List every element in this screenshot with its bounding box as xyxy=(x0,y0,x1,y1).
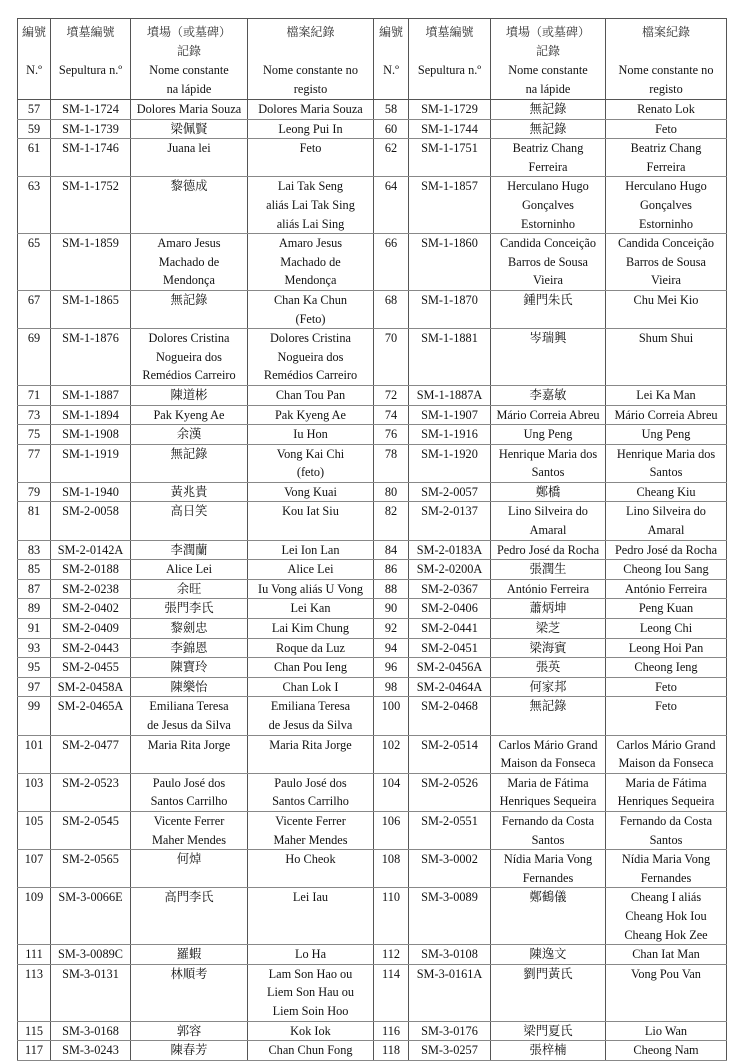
cell-registo-name: Lai Kim Chung xyxy=(248,619,374,639)
cell-sepultura-2: SM-1-1870 xyxy=(409,290,491,328)
cell-sepultura: SM-1-1746 xyxy=(51,139,131,177)
cell-number: 109 xyxy=(18,888,51,945)
cell-lapide-name-2: Lino Silveira do Amaral xyxy=(491,502,606,540)
cell-registo-name: Ho Cheok xyxy=(248,850,374,888)
table-row xyxy=(18,119,727,139)
cell-registo-name: Dolores Maria Souza xyxy=(248,100,374,120)
cell-sepultura-2: SM-3-0089 xyxy=(409,888,491,945)
cell-sepultura: SM-2-0402 xyxy=(51,599,131,619)
header-sepultura-2: 墳墓編號 Sepultura n.º xyxy=(409,19,491,100)
table-row xyxy=(18,540,727,560)
cell-lapide-name-2: 張梓楠 xyxy=(491,1041,606,1061)
cell-registo-name: Iu Vong aliás U Vong xyxy=(248,579,374,599)
cell-number: 97 xyxy=(18,677,51,697)
cell-sepultura-2: SM-2-0551 xyxy=(409,811,491,849)
cell-lapide-name: 羅蝦 xyxy=(131,945,248,965)
cell-sepultura: SM-2-0458A xyxy=(51,677,131,697)
cell-registo-name: Lai Tak Seng aliás Lai Tak Sing aliás Lai Sing xyxy=(248,177,374,234)
cell-sepultura-2: SM-1-1881 xyxy=(409,329,491,386)
table-row xyxy=(18,638,727,658)
cell-sepultura: SM-1-1887 xyxy=(51,385,131,405)
cell-sepultura: SM-2-0545 xyxy=(51,811,131,849)
cell-number: 59 xyxy=(18,119,51,139)
cell-number: 65 xyxy=(18,234,51,291)
cell-lapide-name-2: 梁芝 xyxy=(491,619,606,639)
cell-sepultura: SM-3-0243 xyxy=(51,1041,131,1061)
table-row xyxy=(18,811,727,849)
cell-sepultura-2: SM-1-1907 xyxy=(409,405,491,425)
cell-lapide-name: 高門李氏 xyxy=(131,888,248,945)
cell-lapide-name-2: 無記錄 xyxy=(491,100,606,120)
cell-lapide-name-2: 蕭炳坤 xyxy=(491,599,606,619)
cell-sepultura: SM-2-0238 xyxy=(51,579,131,599)
cell-sepultura: SM-1-1894 xyxy=(51,405,131,425)
table-row xyxy=(18,735,727,773)
cell-lapide-name-2: Beatriz Chang Ferreira xyxy=(491,139,606,177)
table-row xyxy=(18,444,727,482)
header-registo: 檔案紀錄 Nome constante no registo xyxy=(248,19,374,100)
cell-registo-name: Maria Rita Jorge xyxy=(248,735,374,773)
cell-sepultura-2: SM-2-0441 xyxy=(409,619,491,639)
cell-sepultura-2: SM-2-0367 xyxy=(409,579,491,599)
table-row xyxy=(18,425,727,445)
cell-lapide-name: Juana lei xyxy=(131,139,248,177)
cell-sepultura: SM-1-1876 xyxy=(51,329,131,386)
cell-registo-name-2: Pedro José da Rocha xyxy=(606,540,727,560)
cell-number: 61 xyxy=(18,139,51,177)
cell-sepultura: SM-1-1908 xyxy=(51,425,131,445)
cell-lapide-name: 黎劍忠 xyxy=(131,619,248,639)
cell-lapide-name-2: Maria de Fátima Henriques Sequeira xyxy=(491,773,606,811)
header-lapide: 墳場（或墓碑） 記錄 Nome constante na lápide xyxy=(131,19,248,100)
cell-lapide-name-2: 鄭橋 xyxy=(491,482,606,502)
table-row xyxy=(18,658,727,678)
cell-lapide-name: 何焯 xyxy=(131,850,248,888)
cell-registo-name: Leong Pui In xyxy=(248,119,374,139)
cell-registo-name-2: Herculano Hugo Gonçalves Estorninho xyxy=(606,177,727,234)
cell-sepultura: SM-1-1739 xyxy=(51,119,131,139)
cell-number-2: 110 xyxy=(374,888,409,945)
cell-lapide-name-2: 鍾門朱氏 xyxy=(491,290,606,328)
cell-sepultura-2: SM-3-0002 xyxy=(409,850,491,888)
cell-lapide-name-2: 何家邦 xyxy=(491,677,606,697)
cell-registo-name-2: Cheong Ieng xyxy=(606,658,727,678)
cell-sepultura: SM-2-0465A xyxy=(51,697,131,735)
cell-lapide-name-2: Henrique Maria dos Santos xyxy=(491,444,606,482)
cell-registo-name-2: Henrique Maria dos Santos xyxy=(606,444,727,482)
table-row xyxy=(18,599,727,619)
cell-sepultura-2: SM-2-0526 xyxy=(409,773,491,811)
cell-registo-name: Chan Ka Chun (Feto) xyxy=(248,290,374,328)
table-row xyxy=(18,385,727,405)
cell-lapide-name: Alice Lei xyxy=(131,560,248,580)
table-row xyxy=(18,945,727,965)
cell-sepultura-2: SM-1-1744 xyxy=(409,119,491,139)
cell-number: 91 xyxy=(18,619,51,639)
cell-number-2: 108 xyxy=(374,850,409,888)
cell-number: 107 xyxy=(18,850,51,888)
cell-number-2: 68 xyxy=(374,290,409,328)
cell-number-2: 102 xyxy=(374,735,409,773)
cell-lapide-name-2: Carlos Mário Grand Maison da Fonseca xyxy=(491,735,606,773)
table-row xyxy=(18,964,727,1021)
header-number-2: 編號 N.º xyxy=(374,19,409,100)
cell-number: 67 xyxy=(18,290,51,328)
cell-number-2: 118 xyxy=(374,1041,409,1061)
table-row xyxy=(18,290,727,328)
cell-registo-name: Alice Lei xyxy=(248,560,374,580)
cell-registo-name-2: Shum Shui xyxy=(606,329,727,386)
cell-registo-name: Chan Tou Pan xyxy=(248,385,374,405)
cell-number: 87 xyxy=(18,579,51,599)
table-row xyxy=(18,888,727,945)
cell-number: 95 xyxy=(18,658,51,678)
cell-number-2: 90 xyxy=(374,599,409,619)
cell-sepultura: SM-2-0142A xyxy=(51,540,131,560)
cell-registo-name: Kok Iok xyxy=(248,1021,374,1041)
cell-number-2: 70 xyxy=(374,329,409,386)
cell-lapide-name-2: Pedro José da Rocha xyxy=(491,540,606,560)
cell-sepultura: SM-2-0188 xyxy=(51,560,131,580)
cell-number: 73 xyxy=(18,405,51,425)
cell-sepultura-2: SM-2-0406 xyxy=(409,599,491,619)
cell-number-2: 66 xyxy=(374,234,409,291)
cell-sepultura-2: SM-2-0200A xyxy=(409,560,491,580)
cell-number-2: 64 xyxy=(374,177,409,234)
cell-lapide-name: 余旺 xyxy=(131,579,248,599)
cell-sepultura-2: SM-1-1729 xyxy=(409,100,491,120)
cell-registo-name: Lei Iau xyxy=(248,888,374,945)
cell-registo-name: Chan Chun Fong xyxy=(248,1041,374,1061)
cell-number: 69 xyxy=(18,329,51,386)
cell-number-2: 106 xyxy=(374,811,409,849)
cell-registo-name: Emiliana Teresa de Jesus da Silva xyxy=(248,697,374,735)
cell-number: 83 xyxy=(18,540,51,560)
table-row xyxy=(18,482,727,502)
cell-number-2: 60 xyxy=(374,119,409,139)
table-row xyxy=(18,773,727,811)
cell-lapide-name-2: 劉門黃氏 xyxy=(491,964,606,1021)
cell-registo-name-2: Lio Wan xyxy=(606,1021,727,1041)
cell-sepultura: SM-1-1865 xyxy=(51,290,131,328)
cell-registo-name: Lam Son Hao ou Liem Son Hau ou Liem Soin Hoo xyxy=(248,964,374,1021)
cell-registo-name-2: Cheong Iou Sang xyxy=(606,560,727,580)
cell-registo-name: Paulo José dos Santos Carrilho xyxy=(248,773,374,811)
cell-sepultura: SM-2-0455 xyxy=(51,658,131,678)
cell-lapide-name-2: 陳逸文 xyxy=(491,945,606,965)
cell-number-2: 112 xyxy=(374,945,409,965)
cell-registo-name: Lo Ha xyxy=(248,945,374,965)
cell-number-2: 78 xyxy=(374,444,409,482)
cell-number-2: 92 xyxy=(374,619,409,639)
cell-number: 103 xyxy=(18,773,51,811)
cell-number-2: 76 xyxy=(374,425,409,445)
cell-sepultura: SM-1-1940 xyxy=(51,482,131,502)
cell-registo-name-2: Feto xyxy=(606,677,727,697)
cell-number: 113 xyxy=(18,964,51,1021)
cell-sepultura-2: SM-3-0257 xyxy=(409,1041,491,1061)
cell-lapide-name-2: Herculano Hugo Gonçalves Estorninho xyxy=(491,177,606,234)
cell-registo-name-2: Vong Pou Van xyxy=(606,964,727,1021)
cell-registo-name-2: Ung Peng xyxy=(606,425,727,445)
cell-lapide-name-2: António Ferreira xyxy=(491,579,606,599)
cell-lapide-name-2: Mário Correia Abreu xyxy=(491,405,606,425)
cell-number-2: 114 xyxy=(374,964,409,1021)
cell-number: 89 xyxy=(18,599,51,619)
cell-registo-name-2: Lei Ka Man xyxy=(606,385,727,405)
cell-lapide-name-2: 張潤生 xyxy=(491,560,606,580)
cell-number: 75 xyxy=(18,425,51,445)
cell-registo-name-2: Fernando da Costa Santos xyxy=(606,811,727,849)
cell-sepultura-2: SM-3-0108 xyxy=(409,945,491,965)
table-row xyxy=(18,1041,727,1061)
cell-sepultura-2: SM-2-0451 xyxy=(409,638,491,658)
cell-registo-name-2: Mário Correia Abreu xyxy=(606,405,727,425)
cell-sepultura-2: SM-3-0176 xyxy=(409,1021,491,1041)
cell-sepultura-2: SM-1-1857 xyxy=(409,177,491,234)
cell-number-2: 74 xyxy=(374,405,409,425)
table-row xyxy=(18,697,727,735)
cell-sepultura: SM-2-0058 xyxy=(51,502,131,540)
table-body xyxy=(18,100,727,1061)
cell-sepultura: SM-3-0089C xyxy=(51,945,131,965)
cell-number: 79 xyxy=(18,482,51,502)
cell-number-2: 88 xyxy=(374,579,409,599)
cell-lapide-name: Pak Kyeng Ae xyxy=(131,405,248,425)
cell-number: 71 xyxy=(18,385,51,405)
cell-lapide-name: Vicente Ferrer Maher Mendes xyxy=(131,811,248,849)
cell-lapide-name: Dolores Cristina Nogueira dos Remédios Carreiro xyxy=(131,329,248,386)
cell-lapide-name: 黎德成 xyxy=(131,177,248,234)
cell-sepultura: SM-2-0477 xyxy=(51,735,131,773)
cell-lapide-name: 陳道彬 xyxy=(131,385,248,405)
cell-sepultura-2: SM-1-1916 xyxy=(409,425,491,445)
cell-lapide-name: Paulo José dos Santos Carrilho xyxy=(131,773,248,811)
header-row xyxy=(18,19,727,100)
cell-sepultura: SM-2-0409 xyxy=(51,619,131,639)
header-sepultura: 墳墓編號 Sepultura n.º xyxy=(51,19,131,100)
cell-number-2: 98 xyxy=(374,677,409,697)
cell-number-2: 86 xyxy=(374,560,409,580)
table-row xyxy=(18,1021,727,1041)
cell-registo-name-2: Beatriz Chang Ferreira xyxy=(606,139,727,177)
cell-lapide-name: Dolores Maria Souza xyxy=(131,100,248,120)
cell-registo-name: Pak Kyeng Ae xyxy=(248,405,374,425)
cell-sepultura: SM-3-0168 xyxy=(51,1021,131,1041)
cell-sepultura: SM-1-1752 xyxy=(51,177,131,234)
cell-lapide-name-2: Fernando da Costa Santos xyxy=(491,811,606,849)
cell-sepultura: SM-2-0523 xyxy=(51,773,131,811)
cell-lapide-name-2: 鄭鶴儀 xyxy=(491,888,606,945)
cell-number-2: 80 xyxy=(374,482,409,502)
table-row xyxy=(18,329,727,386)
cell-registo-name-2: Lino Silveira do Amaral xyxy=(606,502,727,540)
cell-number: 57 xyxy=(18,100,51,120)
cell-lapide-name-2: 梁門夏氏 xyxy=(491,1021,606,1041)
cell-sepultura-2: SM-1-1751 xyxy=(409,139,491,177)
cell-lapide-name: 黃兆貴 xyxy=(131,482,248,502)
cell-registo-name: Iu Hon xyxy=(248,425,374,445)
cell-number: 115 xyxy=(18,1021,51,1041)
table-row xyxy=(18,502,727,540)
cell-lapide-name: 高日笑 xyxy=(131,502,248,540)
cell-number: 99 xyxy=(18,697,51,735)
cell-sepultura: SM-3-0131 xyxy=(51,964,131,1021)
cell-sepultura-2: SM-1-1860 xyxy=(409,234,491,291)
cell-registo-name-2: Feto xyxy=(606,119,727,139)
cell-number-2: 94 xyxy=(374,638,409,658)
cell-sepultura-2: SM-2-0468 xyxy=(409,697,491,735)
cell-lapide-name: 林順考 xyxy=(131,964,248,1021)
cell-sepultura-2: SM-1-1887A xyxy=(409,385,491,405)
table-row xyxy=(18,579,727,599)
cell-lapide-name: 無記錄 xyxy=(131,444,248,482)
header-number: 編號 N.º xyxy=(18,19,51,100)
cell-registo-name: Dolores Cristina Nogueira dos Remédios Carreiro xyxy=(248,329,374,386)
cell-lapide-name-2: 無記錄 xyxy=(491,697,606,735)
cell-sepultura: SM-2-0443 xyxy=(51,638,131,658)
cell-sepultura-2: SM-2-0137 xyxy=(409,502,491,540)
cell-sepultura-2: SM-2-0456A xyxy=(409,658,491,678)
cell-lapide-name: 李潤蘭 xyxy=(131,540,248,560)
cell-registo-name: Lei Ion Lan xyxy=(248,540,374,560)
table-row xyxy=(18,139,727,177)
cell-registo-name: Vicente Ferrer Maher Mendes xyxy=(248,811,374,849)
cell-registo-name: Roque da Luz xyxy=(248,638,374,658)
cell-registo-name-2: Maria de Fátima Henriques Sequeira xyxy=(606,773,727,811)
cell-registo-name-2: Feto xyxy=(606,697,727,735)
cell-registo-name: Lei Kan xyxy=(248,599,374,619)
cell-lapide-name: 陳樂怡 xyxy=(131,677,248,697)
cell-registo-name: Amaro Jesus Machado de Mendonça xyxy=(248,234,374,291)
cell-lapide-name-2: 無記錄 xyxy=(491,119,606,139)
table-row xyxy=(18,177,727,234)
cell-registo-name: Kou Iat Siu xyxy=(248,502,374,540)
cell-number-2: 84 xyxy=(374,540,409,560)
cell-number: 93 xyxy=(18,638,51,658)
cell-lapide-name: Maria Rita Jorge xyxy=(131,735,248,773)
cell-registo-name-2: Chan Iat Man xyxy=(606,945,727,965)
cell-lapide-name: 張門李氏 xyxy=(131,599,248,619)
cell-sepultura-2: SM-2-0514 xyxy=(409,735,491,773)
cell-lapide-name-2: 岑瑞興 xyxy=(491,329,606,386)
cell-registo-name-2: Renato Lok xyxy=(606,100,727,120)
cell-registo-name-2: Peng Kuan xyxy=(606,599,727,619)
cell-sepultura: SM-1-1859 xyxy=(51,234,131,291)
cell-lapide-name: 無記錄 xyxy=(131,290,248,328)
cell-lapide-name-2: Ung Peng xyxy=(491,425,606,445)
cell-sepultura: SM-3-0066E xyxy=(51,888,131,945)
cell-registo-name-2: Nídia Maria Vong Fernandes xyxy=(606,850,727,888)
cell-registo-name: Vong Kuai xyxy=(248,482,374,502)
cell-registo-name-2: Candida Conceição Barros de Sousa Vieira xyxy=(606,234,727,291)
table-row xyxy=(18,850,727,888)
cell-number-2: 100 xyxy=(374,697,409,735)
cell-registo-name-2: Leong Hoi Pan xyxy=(606,638,727,658)
header-registo-2: 檔案紀錄 Nome constante no registo xyxy=(606,19,727,100)
cell-sepultura-2: SM-2-0183A xyxy=(409,540,491,560)
cell-lapide-name: 郭容 xyxy=(131,1021,248,1041)
cell-number-2: 72 xyxy=(374,385,409,405)
cell-number: 101 xyxy=(18,735,51,773)
cemetery-records-table xyxy=(17,18,727,1061)
cell-lapide-name: Emiliana Teresa de Jesus da Silva xyxy=(131,697,248,735)
cell-number-2: 62 xyxy=(374,139,409,177)
cell-lapide-name-2: 李嘉敏 xyxy=(491,385,606,405)
cell-registo-name-2: Carlos Mário Grand Maison da Fonseca xyxy=(606,735,727,773)
cell-number: 85 xyxy=(18,560,51,580)
cell-lapide-name: Amaro Jesus Machado de Mendonça xyxy=(131,234,248,291)
cell-lapide-name-2: Nídia Maria Vong Fernandes xyxy=(491,850,606,888)
cell-number-2: 96 xyxy=(374,658,409,678)
cell-registo-name: Chan Pou Ieng xyxy=(248,658,374,678)
cell-sepultura: SM-2-0565 xyxy=(51,850,131,888)
cell-registo-name-2: Leong Chi xyxy=(606,619,727,639)
cell-sepultura-2: SM-1-1920 xyxy=(409,444,491,482)
cell-lapide-name: 陳寶玲 xyxy=(131,658,248,678)
cell-number: 77 xyxy=(18,444,51,482)
table-row xyxy=(18,677,727,697)
cell-number-2: 116 xyxy=(374,1021,409,1041)
cell-sepultura-2: SM-2-0057 xyxy=(409,482,491,502)
table-row xyxy=(18,234,727,291)
cell-registo-name: Feto xyxy=(248,139,374,177)
cell-number: 63 xyxy=(18,177,51,234)
cell-sepultura: SM-1-1919 xyxy=(51,444,131,482)
cell-registo-name-2: Cheang I aliás Cheang Hok Iou Cheang Hok Zee xyxy=(606,888,727,945)
cell-number-2: 104 xyxy=(374,773,409,811)
cell-lapide-name-2: Candida Conceição Barros de Sousa Vieira xyxy=(491,234,606,291)
table-row xyxy=(18,619,727,639)
cell-sepultura-2: SM-3-0161A xyxy=(409,964,491,1021)
cell-registo-name-2: Cheong Nam xyxy=(606,1041,727,1061)
cell-registo-name-2: Cheang Kiu xyxy=(606,482,727,502)
table-row xyxy=(18,405,727,425)
cell-number-2: 82 xyxy=(374,502,409,540)
cell-lapide-name-2: 梁海賓 xyxy=(491,638,606,658)
cell-lapide-name: 李錦恩 xyxy=(131,638,248,658)
header-lapide-2: 墳場（或墓碑） 記錄 Nome constante na lápide xyxy=(491,19,606,100)
cell-number: 81 xyxy=(18,502,51,540)
cell-registo-name: Vong Kai Chi (feto) xyxy=(248,444,374,482)
table-row xyxy=(18,100,727,120)
cell-registo-name: Chan Lok I xyxy=(248,677,374,697)
cell-number: 111 xyxy=(18,945,51,965)
cell-number-2: 58 xyxy=(374,100,409,120)
cell-sepultura: SM-1-1724 xyxy=(51,100,131,120)
cell-number: 105 xyxy=(18,811,51,849)
cell-registo-name-2: António Ferreira xyxy=(606,579,727,599)
table-row xyxy=(18,560,727,580)
cell-sepultura-2: SM-2-0464A xyxy=(409,677,491,697)
cell-registo-name-2: Chu Mei Kio xyxy=(606,290,727,328)
cell-number: 117 xyxy=(18,1041,51,1061)
cell-lapide-name: 梁佩賢 xyxy=(131,119,248,139)
cell-lapide-name: 陳春芳 xyxy=(131,1041,248,1061)
cell-lapide-name: 余漢 xyxy=(131,425,248,445)
cell-lapide-name-2: 張英 xyxy=(491,658,606,678)
